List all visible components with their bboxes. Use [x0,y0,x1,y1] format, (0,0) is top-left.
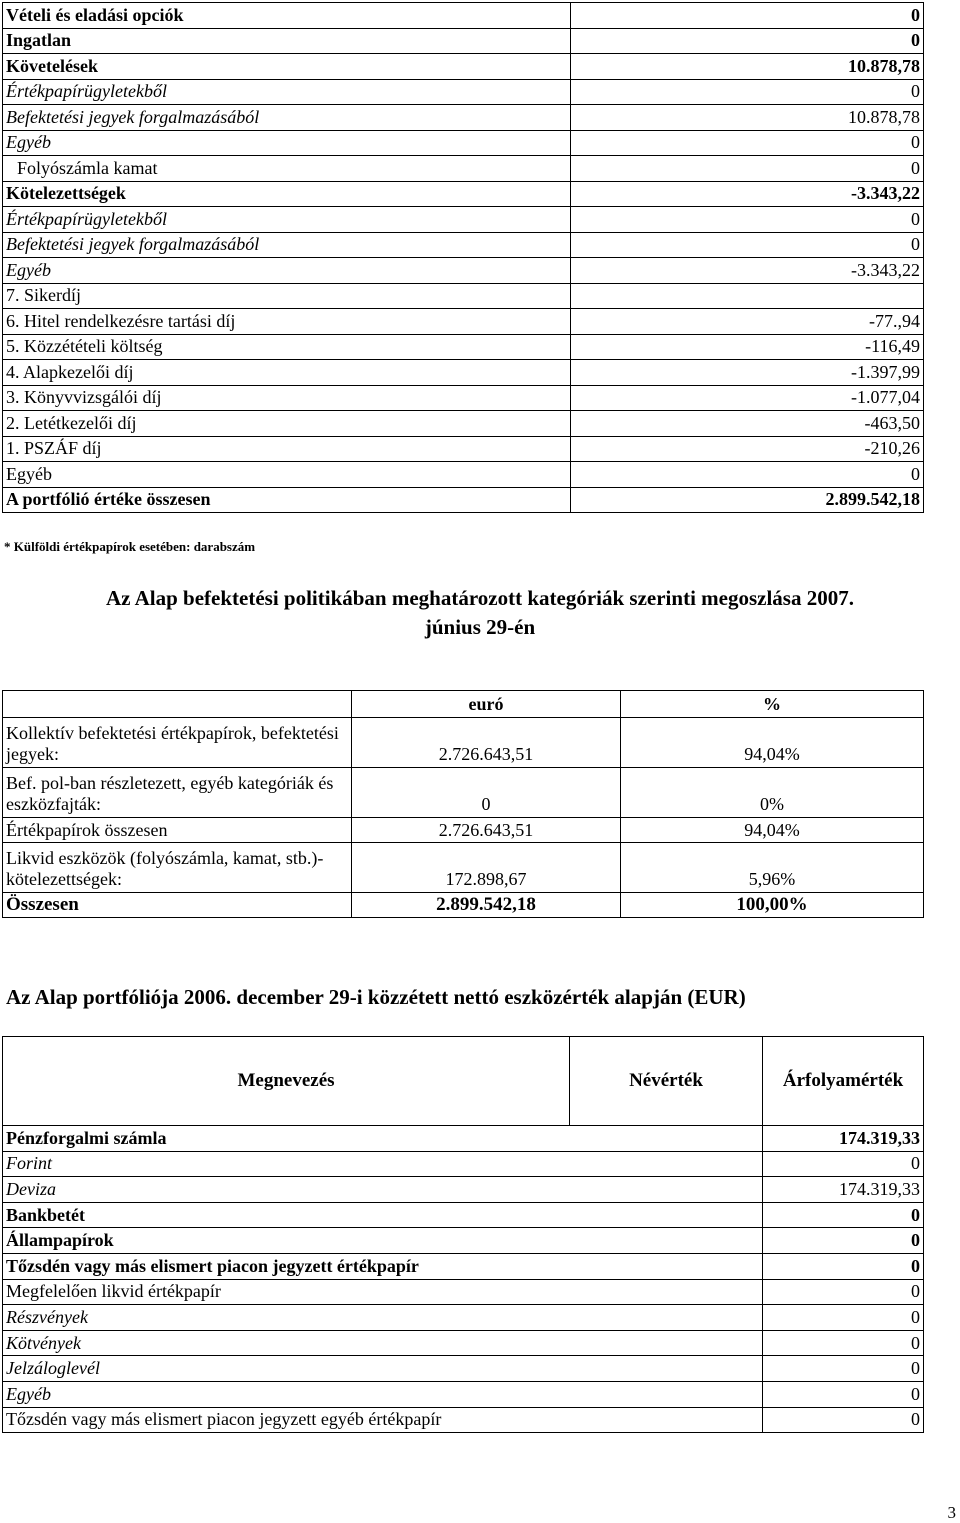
portfolio-row [3,28,924,54]
portfolio-row-label: Egyéb [3,130,571,156]
portfolio-row [3,54,924,80]
portfolio-2006-row-label: Kötvények [3,1330,763,1356]
portfolio-row-label: Követelések [3,54,571,80]
portfolio-row-label: Értékpapírügyletekből [3,79,571,105]
portfolio-2006-row [3,1202,924,1228]
portfolio-items-table [2,2,924,513]
portfolio-row-label: 2. Letétkezelői díj [3,411,571,437]
portfolio-row [3,207,924,233]
portfolio-row [3,181,924,207]
portfolio-2006-row-value: 0 [763,1330,924,1356]
portfolio-row-value: -210,26 [571,436,924,462]
portfolio-2006-body [3,1037,924,1433]
portfolio-row [3,130,924,156]
allocation-row-label: Kollektív befektetési értékpapírok, befektetési jegyek: [3,718,352,768]
portfolio-2006-row-label: Tőzsdén vagy más elismert piacon jegyzett egyéb értékpapír [3,1407,763,1433]
portfolio-2006-row-label: Bankbetét [3,1202,763,1228]
portfolio-row-label: Vételi és eladási opciók [3,3,571,29]
allocation-table [2,690,924,918]
portfolio-2006-row [3,1356,924,1382]
header-nevertek: Névérték [570,1037,763,1126]
portfolio-2006-row-value: 0 [763,1356,924,1382]
portfolio-2006-row [3,1305,924,1331]
portfolio-row-value: 10.878,78 [571,54,924,80]
portfolio-row-label: 3. Könyvvizsgálói díj [3,385,571,411]
portfolio-row-value: 0 [571,79,924,105]
portfolio-row [3,258,924,284]
portfolio-row-value: -77.,94 [571,309,924,335]
portfolio-2006-row [3,1330,924,1356]
portfolio-row-value: -3.343,22 [571,258,924,284]
portfolio-row [3,105,924,131]
allocation-row-eur: 0 [352,768,621,818]
portfolio-2006-row-label: Jelzáloglevél [3,1356,763,1382]
footnote: * Külföldi értékpapírok esetében: darabszám [4,539,256,554]
portfolio-2006-heading: Az Alap portfóliója 2006. december 29-i közzétett nettó eszközérték alapján (EUR) [6,985,746,1009]
portfolio-row-label: 4. Alapkezelői díj [3,360,571,386]
portfolio-2006-row-value: 0 [763,1253,924,1279]
portfolio-2006-row-value: 174.319,33 [763,1177,924,1203]
allocation-row-pct: 94,04% [621,718,924,768]
portfolio-row [3,156,924,182]
portfolio-row [3,3,924,29]
allocation-row-pct: 94,04% [621,818,924,843]
portfolio-2006-row [3,1126,924,1152]
header-arfolyamertek: Árfolyamérték [763,1037,924,1126]
allocation-row [3,893,924,918]
portfolio-row [3,283,924,309]
allocation-row-eur: 2.726.643,51 [352,818,621,843]
allocation-header-empty [3,691,352,718]
allocation-row [3,718,924,768]
allocation-heading-line-1: Az Alap befektetési politikában meghatározott kategóriák szerinti megoszlása 2007. [106,586,854,610]
portfolio-row-value: -3.343,22 [571,181,924,207]
allocation-row-pct: 100,00% [621,893,924,918]
portfolio-row-value: 10.878,78 [571,105,924,131]
portfolio-2006-row-value: 0 [763,1151,924,1177]
portfolio-2006-row-value: 0 [763,1202,924,1228]
portfolio-row-value: 2.899.542,18 [571,487,924,513]
portfolio-row-value [571,283,924,309]
portfolio-2006-row-label: Pénzforgalmi számla [3,1126,763,1152]
header-megnevezes: Megnevezés [3,1037,570,1126]
portfolio-row-label: A portfólió értéke összesen [3,487,571,513]
portfolio-2006-row-value: 0 [763,1279,924,1305]
portfolio-row-value: 0 [571,3,924,29]
portfolio-2006-header-row [3,1037,924,1126]
portfolio-2006-table [2,1036,924,1433]
portfolio-row-label: 6. Hitel rendelkezésre tartási díj [3,309,571,335]
portfolio-2006-row-value: 0 [763,1305,924,1331]
allocation-body [3,691,924,918]
allocation-row-eur: 2.899.542,18 [352,893,621,918]
portfolio-2006-row-value: 0 [763,1228,924,1254]
allocation-row [3,843,924,893]
portfolio-row [3,487,924,513]
portfolio-items-body [3,3,924,513]
portfolio-2006-row [3,1151,924,1177]
allocation-row-label: Értékpapírok összesen [3,818,352,843]
portfolio-row [3,232,924,258]
portfolio-row [3,334,924,360]
allocation-header-eur: euró [352,691,621,718]
portfolio-row-label: 1. PSZÁF díj [3,436,571,462]
portfolio-row [3,385,924,411]
portfolio-2006-row-value: 0 [763,1407,924,1433]
allocation-row-label: Bef. pol-ban részletezett, egyéb kategóriák és eszközfajták: [3,768,352,818]
portfolio-2006-row-label: Megfelelően likvid értékpapír [3,1279,763,1305]
portfolio-row [3,436,924,462]
portfolio-2006-row-value: 174.319,33 [763,1126,924,1152]
allocation-row [3,768,924,818]
allocation-row-pct: 5,96% [621,843,924,893]
portfolio-2006-row-label: Állampapírok [3,1228,763,1254]
portfolio-row [3,79,924,105]
portfolio-row-value: -116,49 [571,334,924,360]
portfolio-row-value: 0 [571,462,924,488]
portfolio-2006-row-label: Deviza [3,1177,763,1203]
portfolio-row [3,360,924,386]
portfolio-2006-row-label: Egyéb [3,1381,763,1407]
portfolio-row-label: Egyéb [3,462,571,488]
portfolio-2006-row [3,1253,924,1279]
portfolio-row-label: 7. Sikerdíj [3,283,571,309]
portfolio-2006-row [3,1381,924,1407]
portfolio-row-value: 0 [571,207,924,233]
allocation-row-label: Likvid eszközök (folyószámla, kamat, stb.)-kötelezettségek: [3,843,352,893]
allocation-row [3,818,924,843]
portfolio-2006-row-label: Részvények [3,1305,763,1331]
portfolio-row-value: 0 [571,130,924,156]
allocation-row-label: Összesen [3,893,352,918]
allocation-row-pct: 0% [621,768,924,818]
allocation-heading-line-2: június 29-én [424,615,536,639]
portfolio-row [3,411,924,437]
page-number: 3 [947,1503,956,1522]
portfolio-row-value: -1.077,04 [571,385,924,411]
allocation-header-pct: % [621,691,924,718]
portfolio-2006-row-label: Tőzsdén vagy más elismert piacon jegyzett értékpapír [3,1253,763,1279]
portfolio-row-label: Értékpapírügyletekből [3,207,571,233]
portfolio-row [3,309,924,335]
portfolio-row-value: -463,50 [571,411,924,437]
portfolio-2006-row [3,1177,924,1203]
allocation-row-eur: 172.898,67 [352,843,621,893]
portfolio-row-value: 0 [571,28,924,54]
portfolio-row-value: -1.397,99 [571,360,924,386]
allocation-heading [0,584,960,642]
portfolio-row-label: Kötelezettségek [3,181,571,207]
portfolio-2006-row-value: 0 [763,1381,924,1407]
portfolio-2006-row [3,1228,924,1254]
portfolio-2006-row [3,1279,924,1305]
portfolio-2006-row [3,1407,924,1433]
allocation-header-row [3,691,924,718]
portfolio-row-label: Befektetési jegyek forgalmazásából [3,105,571,131]
portfolio-row-value: 0 [571,232,924,258]
portfolio-row-label: Ingatlan [3,28,571,54]
portfolio-2006-row-label: Forint [3,1151,763,1177]
portfolio-row-label: Befektetési jegyek forgalmazásából [3,232,571,258]
portfolio-row [3,462,924,488]
portfolio-row-value: 0 [571,156,924,182]
portfolio-row-label: Egyéb [3,258,571,284]
portfolio-row-label: Folyószámla kamat [3,156,571,182]
allocation-row-eur: 2.726.643,51 [352,718,621,768]
portfolio-row-label: 5. Közzétételi költség [3,334,571,360]
